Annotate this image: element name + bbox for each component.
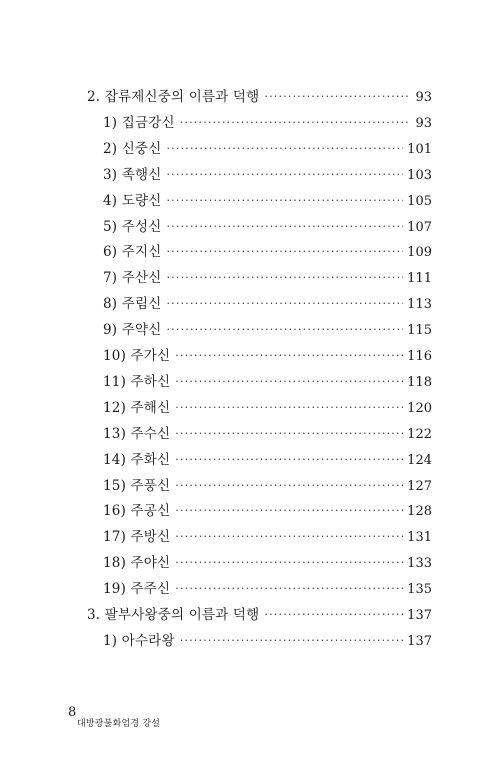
toc-dot-leader <box>175 424 403 444</box>
toc-subsection-entry <box>103 217 432 237</box>
toc-entry-page: 105 <box>407 194 432 209</box>
toc-dot-leader <box>175 372 403 392</box>
toc-entry-label: 12) 주해신 <box>103 400 171 416</box>
toc-subsection-entry <box>103 191 432 211</box>
toc-dot-leader <box>166 320 403 340</box>
toc-section-entry <box>87 605 432 625</box>
toc-dot-leader <box>264 605 403 625</box>
toc-entry-label: 13) 주수신 <box>103 426 171 442</box>
toc-dot-leader <box>166 217 403 237</box>
toc-entry-label: 1) 집금강신 <box>103 115 175 131</box>
toc-dot-leader <box>166 191 403 211</box>
toc-subsection-entry <box>103 320 432 340</box>
toc-subsection-entry <box>103 294 432 314</box>
toc-entry-page: 109 <box>407 245 432 260</box>
toc-entry-label: 2) 신중신 <box>103 141 162 157</box>
toc-subsection-entry <box>103 527 432 547</box>
toc-subsection-entry <box>103 372 432 392</box>
toc-entry-label: 2. 잡류제신중의 이름과 덕행 <box>87 89 260 105</box>
toc-entry-label: 19) 주주신 <box>103 581 171 597</box>
toc-dot-leader <box>166 165 403 185</box>
toc-dot-leader <box>166 294 403 314</box>
toc-entry-label: 18) 주야신 <box>103 555 171 571</box>
toc-entry-page: 111 <box>407 271 432 286</box>
toc-subsection-entry <box>103 501 432 521</box>
toc-dot-leader <box>166 268 403 288</box>
toc-entry-page: 124 <box>407 453 432 468</box>
toc-dot-leader <box>180 113 412 133</box>
toc-subsection-entry <box>103 165 432 185</box>
toc-entry-page: 127 <box>407 479 432 494</box>
toc-entry-label: 15) 주풍신 <box>103 478 171 494</box>
toc-entry-page: 135 <box>407 582 432 597</box>
toc-entry-label: 17) 주방신 <box>103 529 171 545</box>
toc-subsection-entry <box>103 476 432 496</box>
toc-dot-leader <box>175 579 403 599</box>
toc-entry-page: 101 <box>407 142 432 157</box>
toc-subsection-entry <box>103 242 432 262</box>
toc-entry-label: 7) 주산신 <box>103 270 162 286</box>
toc-entry-label: 8) 주림신 <box>103 296 162 312</box>
toc-subsection-entry <box>103 113 432 133</box>
toc-dot-leader <box>166 139 403 159</box>
toc-entry-label: 4) 도량신 <box>103 193 162 209</box>
toc-dot-leader <box>180 631 403 651</box>
toc-entry-page: 133 <box>407 556 432 571</box>
toc-entry-page: 103 <box>407 168 432 183</box>
toc-entry-page: 107 <box>407 220 432 235</box>
page-footer <box>68 706 160 730</box>
toc-entry-label: 11) 주하신 <box>103 374 171 390</box>
toc-dot-leader <box>175 450 403 470</box>
toc-entry-page: 93 <box>415 116 432 131</box>
toc-entry-label: 3. 팔부사왕중의 이름과 덕행 <box>87 607 260 623</box>
toc-entry-page: 122 <box>407 427 432 442</box>
toc-entry-page: 116 <box>407 349 432 364</box>
toc-dot-leader <box>175 476 403 496</box>
toc-subsection-entry <box>103 553 432 573</box>
toc-entry-label: 5) 주성신 <box>103 219 162 235</box>
toc-entry-page: 120 <box>407 401 432 416</box>
toc-entry-label: 10) 주가신 <box>103 348 171 364</box>
toc-entry-label: 3) 족행신 <box>103 167 162 183</box>
toc-subsection-entry <box>103 424 432 444</box>
toc-dot-leader <box>175 527 403 547</box>
toc-dot-leader <box>175 501 403 521</box>
toc-subsection-entry <box>103 398 432 418</box>
toc-dot-leader <box>175 553 403 573</box>
toc-entry-page: 93 <box>415 90 432 105</box>
toc-subsection-entry <box>103 631 432 651</box>
toc-subsection-entry <box>103 346 432 366</box>
toc-entry-label: 6) 주지신 <box>103 244 162 260</box>
toc-entry-label: 16) 주공신 <box>103 503 171 519</box>
toc-subsection-entry <box>103 450 432 470</box>
toc-entry-label: 14) 주화신 <box>103 452 171 468</box>
toc-dot-leader <box>264 87 411 107</box>
toc-entry-page: 131 <box>407 530 432 545</box>
toc-entry-page: 137 <box>407 634 432 649</box>
toc-dot-leader <box>175 346 403 366</box>
toc-section-entry <box>87 87 432 107</box>
toc-entry-page: 115 <box>407 323 432 338</box>
toc-entry-label: 1) 아수라왕 <box>103 633 175 649</box>
toc-dot-leader <box>166 242 403 262</box>
toc-subsection-entry <box>103 579 432 599</box>
toc-dot-leader <box>175 398 403 418</box>
toc-entry-page: 118 <box>407 375 432 390</box>
toc-entry-page: 128 <box>407 504 432 519</box>
toc-subsection-entry <box>103 139 432 159</box>
toc-entry-page: 113 <box>407 297 432 312</box>
toc-subsection-entry <box>103 268 432 288</box>
toc-entry-page: 137 <box>407 608 432 623</box>
page-number: 8 <box>68 705 77 720</box>
toc-entry-label: 9) 주약신 <box>103 322 162 338</box>
book-title: 대방광불화엄경 강설 <box>77 719 161 729</box>
